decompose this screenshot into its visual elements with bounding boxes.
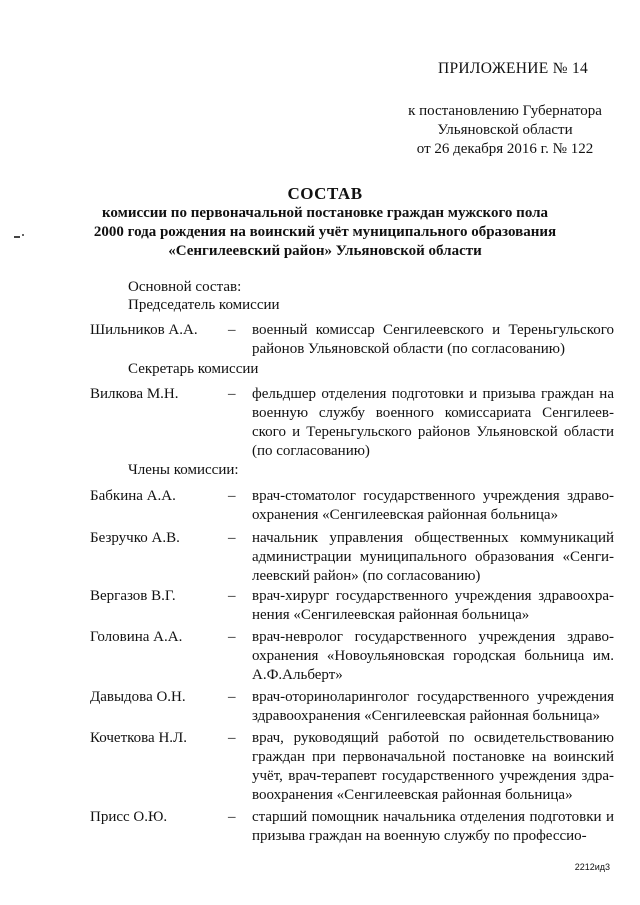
member-entry xyxy=(90,529,614,586)
scan-artifact xyxy=(14,236,20,238)
member-name: Присс О.Ю. xyxy=(90,809,168,825)
member-entry xyxy=(90,808,614,846)
member-entry xyxy=(90,729,614,805)
member-role: врач-хирург государственного учреждения здравоохранения «Сенгилеевская районная больница» xyxy=(252,588,614,623)
main-composition-label: Основной состав: xyxy=(128,279,242,295)
dash-separator: – xyxy=(228,488,236,504)
dash-separator: – xyxy=(228,530,236,546)
approval-line: от 26 декабря 2016 г. № 122 xyxy=(416,141,594,157)
member-entry xyxy=(90,487,614,525)
heading-line: 2000 года рождения на воинский учёт муниципального образования xyxy=(93,224,557,240)
member-name: Шильников А.А. xyxy=(90,322,198,338)
chair-label: Председатель комиссии xyxy=(128,297,280,313)
member-role: врач-оториноларинголог государственного учреждения здравоохранения «Сенгилеевская районная больница» xyxy=(252,689,614,724)
dash-separator: – xyxy=(228,730,236,746)
document-code: 2212ид3 xyxy=(574,862,610,872)
approval-line: Ульяновской области xyxy=(437,122,573,138)
appendix-title: ПРИЛОЖЕНИЕ № 14 xyxy=(438,60,589,77)
member-name: Давыдова О.Н. xyxy=(90,689,186,705)
chair-entry xyxy=(90,321,614,359)
dash-separator: – xyxy=(228,386,236,402)
member-name: Кочеткова Н.Л. xyxy=(90,730,187,746)
approval-line: к постановлению Губернатора xyxy=(408,103,602,119)
dash-separator: – xyxy=(228,809,236,825)
member-role: начальник управления общественных коммуникаций администрации муниципального образования «Сенгилеевский район» (по согласованию) xyxy=(252,530,614,584)
member-entry xyxy=(90,688,614,726)
secretary-label: Секретарь комиссии xyxy=(128,361,259,377)
member-entry xyxy=(90,587,614,625)
member-name: Вилкова М.Н. xyxy=(90,386,179,402)
member-role: военный комиссар Сенгилеевского и Тереньгульского районов Ульяновской области (по согласованию) xyxy=(252,322,614,357)
member-name: Безручко А.В. xyxy=(90,530,180,546)
dash-separator: – xyxy=(228,629,236,645)
member-role: старший помощник начальника отделения подготовки и призыва граждан на военную службу по профессио- xyxy=(252,809,614,844)
members-label: Члены комиссии: xyxy=(128,462,239,478)
dash-separator: – xyxy=(228,322,236,338)
member-role: врач-невролог государственного учреждения здравоохранения «Новоульяновская городская больница им. А.Ф.Альберт» xyxy=(252,629,614,683)
dash-separator: – xyxy=(228,689,236,705)
heading-line: «Сенгилеевский район» Ульяновской области xyxy=(168,243,482,259)
secretary-entry xyxy=(90,385,614,461)
document-heading xyxy=(90,184,560,261)
member-role: врач, руководящий работой по освидетельствованию граждан при первоначальной постановке на воинский учёт, врач-терапевт государственного учреждения здравоохранения «Сенгилеевская районная больница» xyxy=(252,730,614,803)
member-role: фельдшер отделения подготовки и призыва граждан на военную службу военного комиссариата Сенгилеевского и Тереньгульского районов Ульяновской области (по согласованию) xyxy=(252,386,614,459)
member-name: Вергазов В.Г. xyxy=(90,588,176,604)
approval-reference xyxy=(400,102,610,159)
heading-line: комиссии по первоначальной постановке граждан мужского пола xyxy=(101,205,549,221)
member-name: Головина А.А. xyxy=(90,629,183,645)
member-entry xyxy=(90,628,614,685)
member-name: Бабкина А.А. xyxy=(90,488,176,504)
member-role: врач-стоматолог государственного учреждения здравоохранения «Сенгилеевская районная больница» xyxy=(252,488,614,523)
document-title: СОСТАВ xyxy=(287,184,363,203)
scan-artifact xyxy=(22,234,24,236)
dash-separator: – xyxy=(228,588,236,604)
